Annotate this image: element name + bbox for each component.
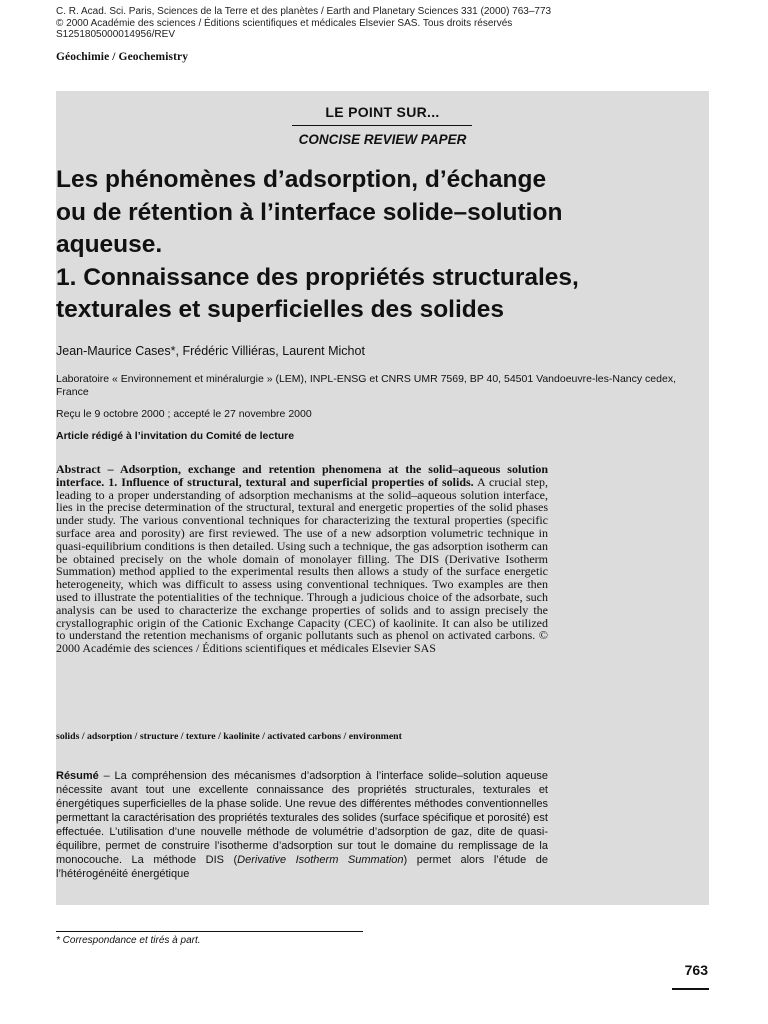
keywords: solids / adsorption / structure / texture / kaolinite / activated carbons / environment	[56, 731, 402, 742]
footnote: * Correspondance et tirés à part.	[56, 935, 201, 946]
received-dates: Reçu le 9 octobre 2000 ; accepté le 27 novembre 2000	[56, 408, 312, 420]
article-identifier: S1251805000014956/REV	[56, 29, 175, 40]
abstract	[56, 463, 548, 655]
title-line: texturales et superficielles des solides	[56, 296, 505, 323]
kicker-rule	[292, 125, 472, 126]
kicker-top: LE POINT SUR...	[325, 104, 440, 120]
authors: Jean-Maurice Cases*, Frédéric Villiéras, Laurent Michot	[56, 344, 365, 358]
abstract-heading: Abstract – Adsorption, exchange and retention phenomena at the solid–aqueous solution interface. 1. Influence of structural, textural and superficial properties of solids.	[56, 462, 548, 489]
invitation-note: Article rédigé à l’invitation du Comité de lecture	[56, 430, 295, 442]
resume-body: – La compréhension des mécanismes d’adsorption à l’interface solide–solution aqueuse nécessite avant tout une excellente connaissance des propriétés structurales, texturales et énergétiques superficielles de la phase solide. Une revue des différentes méthodes conventionnelles permettant la caractérisation des propriétés texturales des solides (surface spécifique et porosité) est effectuée. L’utilisation d’une nouvelle méthode de volumétrie d’adsorption de gaz, dite de quasi-équilibre, permet de construire l’isotherme d’adsorption sur tout le domaine du remplissage de la monocouche. La méthode DIS (	[56, 770, 548, 866]
resume-heading: Résumé	[56, 770, 99, 782]
page-number: 763	[684, 962, 708, 978]
affiliation: Laboratoire « Environnement et minéralurgie » (LEM), INPL-ENSG et CNRS UMR 7569, BP 40, 54501 Vandoeuvre-les-Nancy cedex, France	[56, 373, 676, 398]
page-number-rule	[672, 988, 709, 990]
section-label: Géochimie / Geochemistry	[56, 51, 189, 63]
review-box	[56, 91, 709, 905]
resume-italic-term: Derivative Isotherm Summation	[237, 854, 404, 866]
footnote-rule	[56, 931, 363, 932]
abstract-body: A crucial step, leading to a proper understanding of adsorption mechanisms at the solid–aqueous solution interface, lies in the precise determination of the structural, textural and energetic properties of the solid phases under study. The various conventional techniques for characterizing the textural properties (specific surface area and porosity) are first reviewed. The use of a new adsorption volumetric technique in quasi-equilibrium conditions is then detailed. Using such a technique, the gas adsorption isotherm can be obtained precisely on the whole domain of monolayer filling. The DIS (Derivative Isotherm Summation) method applied to the experimental results then allows a study of the surface energetic heterogeneity, which was difficult to assess using conventional techniques. Two examples are then used to illustrate the potentialities of the technique. Through a judicious choice of the adsorbate, such analysis can be used to characterize the exchange properties of solids and to assign precisely the crystallographic origin of the Cationic Exchange Capacity (CEC) of kaolinite. It can also be utilized to understand the retention mechanisms of organic pollutants such as phenol on activated carbons. © 2000 Académie des sciences / Éditions scientifiques et médicales Elsevier SAS	[56, 474, 548, 656]
resume	[56, 769, 548, 881]
title-line: aqueuse.	[56, 231, 163, 258]
journal-citation: C. R. Acad. Sci. Paris, Sciences de la Terre et des planètes / Earth and Planetary Sciences 331 (2000) 763–773	[56, 6, 552, 17]
copyright-line: © 2000 Académie des sciences / Éditions scientifiques et médicales Elsevier SAS. Tous droits réservés	[56, 17, 513, 29]
journal-header	[56, 6, 696, 41]
resume-body-continued: ) permet alors l’étude de l’hétérogénéité énergétique	[56, 854, 548, 880]
article-title	[56, 164, 696, 327]
title-line: Les phénomènes d’adsorption, d’échange	[56, 166, 547, 193]
title-line: 1. Connaissance des propriétés structurales,	[56, 263, 579, 291]
kicker-bottom: CONCISE REVIEW PAPER	[298, 132, 467, 147]
title-line: ou de rétention à l’interface solide–solution	[56, 198, 563, 226]
